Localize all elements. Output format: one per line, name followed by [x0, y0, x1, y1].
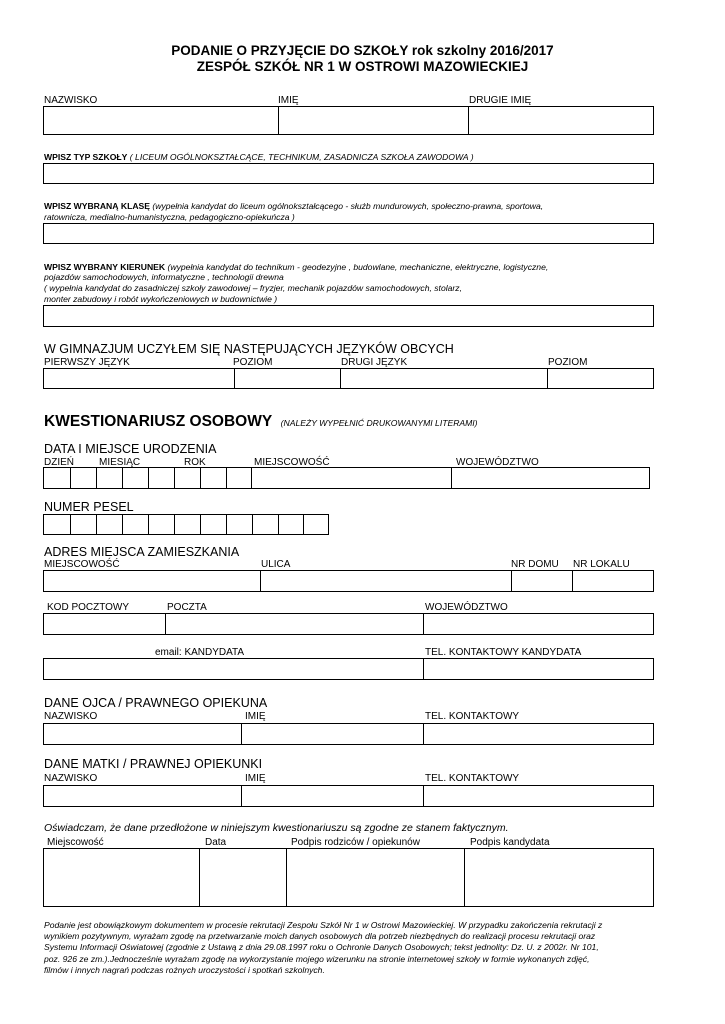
signature-date-label: Data — [205, 837, 227, 848]
divider — [96, 515, 97, 534]
father-surname-label: NAZWISKO — [44, 711, 98, 722]
birth-place-field[interactable] — [251, 468, 449, 488]
second-level-field[interactable] — [547, 369, 653, 388]
declaration-text: Oświadczam, że dane przedłożone w niniejszym kwestionariuszu są zgodne ze stanem faktycznym. — [44, 822, 509, 834]
parents-signature-label: Podpis rodziców / opiekunów — [291, 837, 420, 848]
direction-hint-2: pojazdów samochodowych, informatyczne , technologii drewna — [44, 272, 284, 282]
street-label: ULICA — [261, 559, 291, 570]
mother-name-label: IMIĘ — [245, 773, 266, 784]
consent-line-2: wynikiem pozytywnym, wyrażam zgodę na przetwarzanie moich danych osobowych dla potrzeb niezbędnych do realizacji procesu rekrutacji oraz — [44, 931, 596, 942]
second-name-label: DRUGIE IMIĘ — [469, 95, 532, 106]
mother-surname-label: NAZWISKO — [44, 773, 98, 784]
pesel-field[interactable] — [43, 514, 329, 535]
mother-heading: DANE MATKI / PRAWNEJ OPIEKUNKI — [44, 757, 263, 771]
birth-province-field[interactable] — [451, 468, 649, 488]
school-type-field[interactable] — [43, 163, 654, 184]
email-label: email: KANDYDATA — [155, 647, 245, 658]
town-label: MIEJSCOWOŚĆ — [44, 559, 120, 570]
town-field[interactable] — [44, 571, 259, 591]
candidate-phone-field[interactable] — [424, 659, 653, 679]
street-field[interactable] — [261, 571, 510, 591]
father-heading: DANE OJCA / PRAWNEGO OPIEKUNA — [44, 696, 268, 710]
first-language-label: PIERWSZY JĘZYK — [44, 357, 130, 368]
first-language-field[interactable] — [44, 369, 233, 388]
direction-hint-3: ( wypełnia kandydat do zasadniczej szkoły zawodowej – fryzjer, mechanik pojazdów samochodowych, stolarz, — [44, 283, 462, 293]
post-office-label: POCZTA — [167, 602, 207, 613]
school-type-label: WPISZ TYP SZKOŁY — [44, 152, 128, 162]
direction-label: WPISZ WYBRANY KIERUNEK — [44, 262, 166, 272]
mother-surname-field[interactable] — [44, 786, 240, 806]
first-name-field[interactable] — [279, 107, 467, 134]
class-label: WPISZ WYBRANĄ KLASĘ — [44, 201, 150, 211]
year-label: ROK — [184, 457, 206, 468]
province-field[interactable] — [424, 614, 653, 634]
post-office-field[interactable] — [166, 614, 423, 634]
signature-place-label: Miejscowość — [47, 837, 104, 848]
consent-line-1: Podanie jest obowiązkowym dokumentem w procesie rekrutacji Zespołu Szkół Nr 1 w Ostrowi Mazowieckiej. W przypadku zakończenia rekrutacji z — [44, 920, 603, 930]
questionnaire-title: KWESTIONARIUSZ OSOBOWY — [44, 413, 273, 430]
divider — [70, 515, 71, 534]
candidate-signature-label: Podpis kandydata — [470, 837, 550, 848]
class-hint-1: (wypełnia kandydat do liceum ogólnokształcącego - służb mundurowych, społeczno-prawna, sportowa, — [152, 201, 544, 211]
postcode-label: KOD POCZTOWY — [47, 602, 130, 613]
direction-hint-4: monter zabudowy i robót wykończeniowych w budownictwie ) — [44, 294, 278, 304]
second-name-field[interactable] — [469, 107, 653, 134]
second-language-field[interactable] — [340, 369, 546, 388]
father-name-label: IMIĘ — [245, 711, 266, 722]
province-label: WOJEWÓDZTWO — [425, 602, 508, 613]
signature-place-field[interactable] — [44, 849, 198, 906]
languages-heading: W GIMNAZJUM UCZYŁEM SIĘ NASTĘPUJĄCYCH JĘZYKÓW OBCYCH — [44, 342, 454, 356]
divider — [278, 515, 279, 534]
postcode-field[interactable] — [44, 614, 164, 634]
page-title: PODANIE O PRZYJĘCIE DO SZKOŁY rok szkolny 2016/2017 — [171, 43, 554, 58]
father-name-field[interactable] — [242, 724, 423, 744]
school-type-hint: ( LICEUM OGÓLNOKSZTAŁCĄCE, TECHNIKUM, ZASADNICZA SZKOŁA ZAWODOWA ) — [129, 152, 474, 162]
divider — [174, 515, 175, 534]
father-surname-field[interactable] — [44, 724, 240, 744]
divider — [148, 515, 149, 534]
candidate-signature-field[interactable] — [465, 849, 653, 906]
father-phone-label: TEL. KONTAKTOWY — [425, 711, 520, 722]
day-label: DZIEŃ — [44, 457, 74, 468]
consent-line-5: filmów i innych nagrań podczas rożnych uroczystości i spotkań szkolnych. — [44, 964, 325, 975]
flat-number-label: NR LOKALU — [573, 559, 630, 570]
birth-date-fields[interactable] — [44, 468, 250, 488]
surname-label: NAZWISKO — [44, 95, 98, 106]
consent-footer — [44, 920, 684, 976]
surname-field[interactable] — [44, 107, 277, 134]
mother-name-field[interactable] — [242, 786, 423, 806]
divider — [122, 515, 123, 534]
mother-phone-label: TEL. KONTAKTOWY — [425, 773, 520, 784]
month-label: MIESIĄC — [99, 457, 141, 468]
address-heading: ADRES MIEJSCA ZAMIESZKANIA — [44, 545, 240, 559]
pesel-heading: NUMER PESEL — [44, 500, 134, 514]
divider — [252, 515, 253, 534]
birth-place-label: MIEJSCOWOŚĆ — [254, 457, 330, 468]
birth-province-label: WOJEWÓDZTWO — [456, 457, 539, 468]
candidate-phone-label: TEL. KONTAKTOWY KANDYDATA — [425, 647, 582, 658]
house-number-label: NR DOMU — [511, 559, 559, 570]
level-1-label: POZIOM — [233, 357, 273, 368]
divider — [200, 515, 201, 534]
first-level-field[interactable] — [234, 369, 339, 388]
class-hint-2: ratownicza, medialno-humanistyczna, pedagogiczno-opiekuńcza ) — [44, 212, 295, 222]
level-2-label: POZIOM — [548, 357, 588, 368]
email-field[interactable] — [44, 659, 422, 679]
consent-line-4: poz. 926 ze zm.).Jednocześnie wyrażam zgodę na wykorzystanie mojego wizerunku na stronie internetowej szkoły w formie wykonanych zdjęć, — [44, 953, 590, 964]
direction-hint-1: (wypełnia kandydat do technikum - geodezyjne , budowlane, mechaniczne, elektryczne, logistyczne, — [167, 262, 549, 272]
consent-line-3: Systemu Informacji Oświatowej (zgodnie z Ustawą z dnia 29.08.1997 roku o Ochronie Danych Osobowych; tekst jednolity: Dz. U. z 2002r. Nr 101, — [44, 942, 599, 953]
second-language-label: DRUGI JĘZYK — [341, 357, 408, 368]
parents-signature-field[interactable] — [287, 849, 463, 906]
house-number-field[interactable] — [511, 571, 571, 591]
class-field[interactable] — [43, 223, 654, 244]
first-name-label: IMIĘ — [278, 95, 299, 106]
direction-field[interactable] — [43, 305, 654, 327]
school-name: ZESPÓŁ SZKÓŁ NR 1 W OSTROWI MAZOWIECKIEJ — [196, 59, 529, 74]
father-phone-field[interactable] — [424, 724, 653, 744]
divider — [226, 515, 227, 534]
flat-number-field[interactable] — [572, 571, 653, 591]
signature-date-field[interactable] — [200, 849, 285, 906]
divider — [303, 515, 304, 534]
mother-phone-field[interactable] — [424, 786, 653, 806]
birth-heading: DATA I MIEJSCE URODZENIA — [44, 442, 217, 456]
questionnaire-hint: (NALEŻY WYPEŁNIĆ DRUKOWANYMI LITERAMI) — [280, 418, 478, 428]
